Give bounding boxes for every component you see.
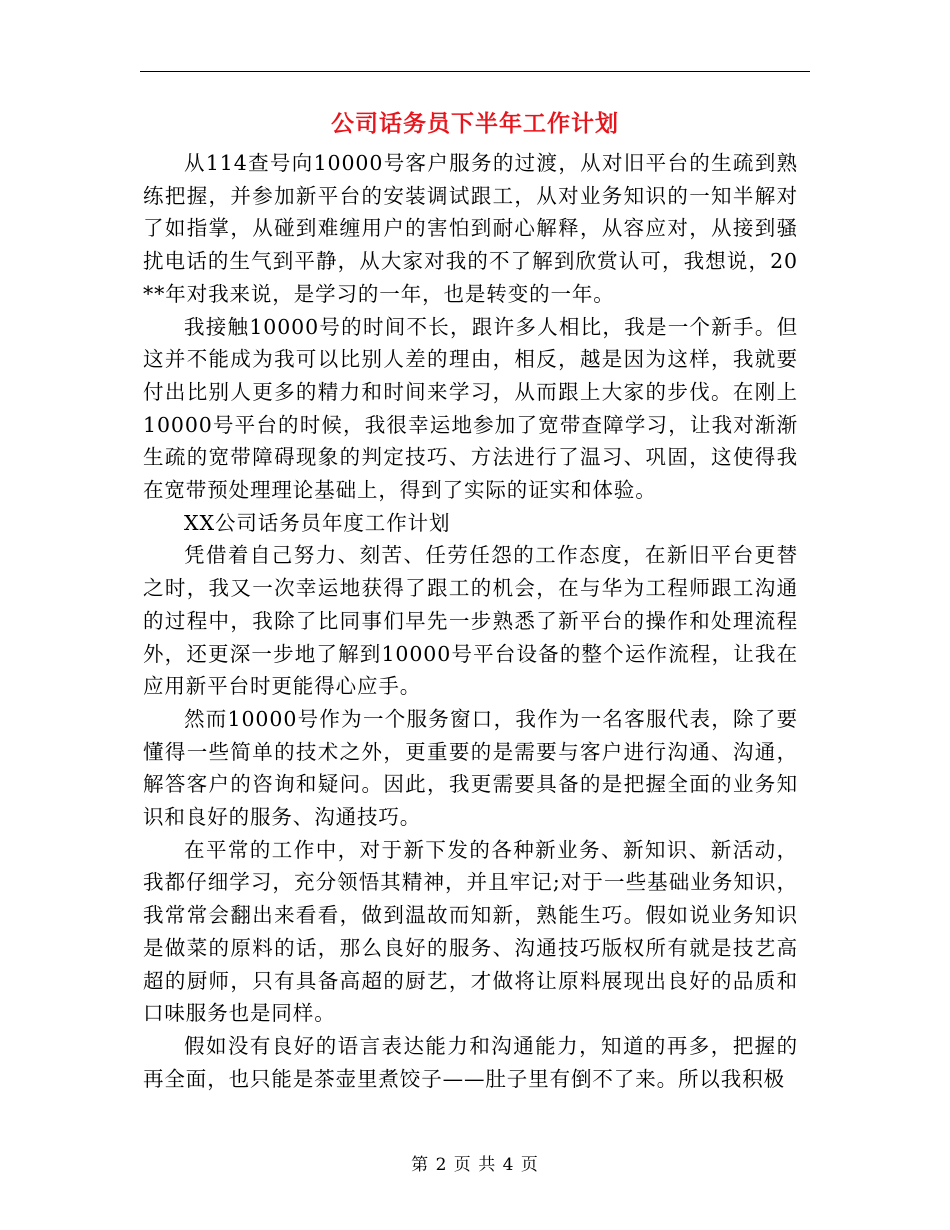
paragraph-5: 然而10000号作为一个服务窗口，我作为一名客服代表，除了要懂得一些简单的技术之外，更重要的是需要与客户进行沟通、沟通，解答客户的咨询和疑问。因此，我更需要具备的是把握全面的业务知识和良好的服务、沟通技巧。 bbox=[143, 706, 798, 830]
paragraph-4: 凭借着自己努力、刻苦、任劳任怨的工作态度，在新旧平台更替之时，我又一次幸运地获得了跟工的机会，在与华为工程师跟工沟通的过程中，我除了比同事们早先一步熟悉了新平台的操作和处理流程外，还更深一步地了解到10000号平台设备的整个运作流程，让我在应用新平台时更能得心应手。 bbox=[143, 543, 798, 699]
document-title: 公司话务员下半年工作计划 bbox=[331, 111, 619, 137]
paragraph-7: 假如没有良好的语言表达能力和沟通能力，知道的再多，把握的再全面，也只能是茶壶里煮饺子——肚子里有倒不了来。所以我积极 bbox=[143, 1033, 798, 1091]
page-number: 第 2 页 共 4 页 bbox=[411, 1155, 539, 1175]
paragraph-3: XX公司话务员年度工作计划 bbox=[184, 510, 451, 535]
header-rule bbox=[140, 71, 810, 72]
document-body bbox=[143, 147, 798, 1095]
page-footer bbox=[0, 1153, 950, 1177]
paragraph-2: 我接触10000号的时间不长，跟许多人相比，我是一个新手。但这并不能成为我可以比别人差的理由，相反，越是因为这样，我就要付出比别人更多的精力和时间来学习，从而跟上大家的步伐。在刚上10000号平台的时候，我很幸运地参加了宽带查障学习，让我对渐渐生疏的宽带障碍现象的判定技巧、方法进行了温习、巩固，这使得我在宽带预处理理论基础上，得到了实际的证实和体验。 bbox=[143, 314, 798, 503]
paragraph-6: 在平常的工作中，对于新下发的各种新业务、新知识、新活动，我都仔细学习，充分领悟其精神，并且牢记;对于一些基础业务知识，我常常会翻出来看看，做到温故而知新，熟能生巧。假如说业务知识是做菜的原料的话，那么良好的服务、沟通技巧版权所有就是技艺高超的厨师，只有具备高超的厨艺，才做将让原料展现出良好的品质和口味服务也是同样。 bbox=[143, 837, 798, 1026]
paragraph-1: 从114查号向10000号客户服务的过渡，从对旧平台的生疏到熟练把握，并参加新平台的安装调试跟工，从对业务知识的一知半解对了如指掌，从碰到难缠用户的害怕到耐心解释，从容应对，从接到骚扰电话的生气到平静，从大家对我的不了解到欣赏认可，我想说，20**年对我来说，是学习的一年，也是转变的一年。 bbox=[143, 151, 798, 306]
